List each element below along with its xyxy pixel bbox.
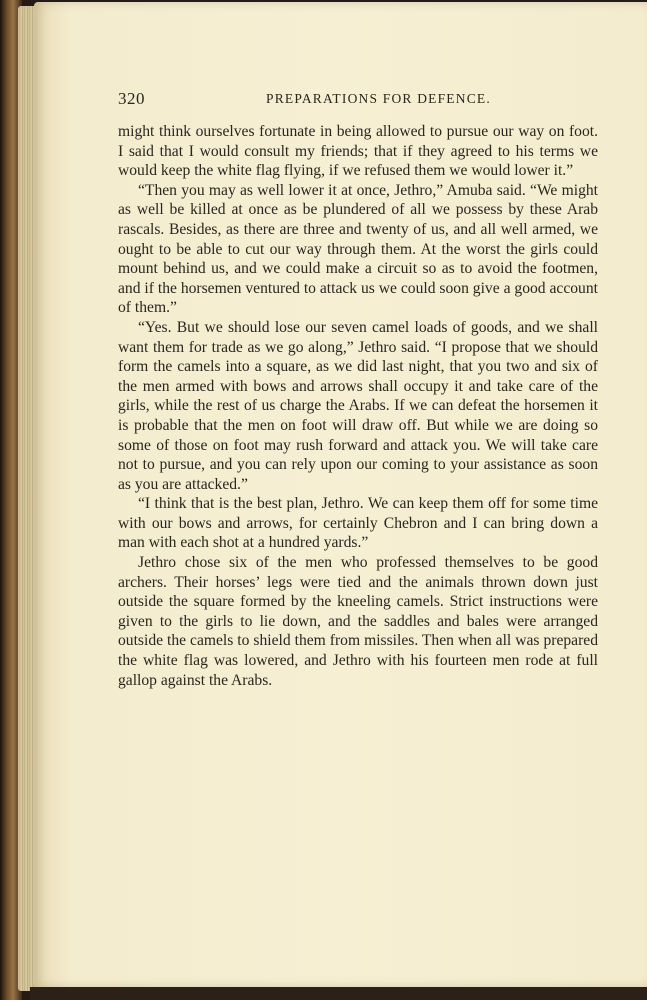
- body-text: [118, 122, 598, 690]
- page-header: [118, 89, 598, 111]
- paragraph: “I think that is the best plan, Jethro. We can keep them off for some time with our bows and arrows, for certainly Chebron and I can bring down a man with each shot at a hundred yards.”: [118, 495, 598, 552]
- page-number: 320: [118, 89, 145, 108]
- running-title: PREPARATIONS FOR DEFENCE.: [266, 91, 491, 106]
- paragraph: “Then you may as well lower it at once, Jethro,” Amuba said. “We might as well be killed at once as be plundered of all we possess by these Arab rascals. Besides, as there are three and twenty of us, and all well armed, we ought to be able to cut our way through them. At the worst the girls could mount behind us, and we could make a circuit so as to avoid the footmen, and if the horsemen ventured to attack us we could soon give a good account of them.”: [118, 181, 598, 317]
- paragraph: Jethro chose six of the men who professed themselves to be good archers. Their horses’ legs were tied and the animals thrown down just outside the square formed by the kneeling camels. Strict instructions were given to the girls to lie down, and the saddles and bales were arranged outside the camels to shield them from missiles. Then when all was prepared the white flag was lowered, and Jethro with his fourteen men rode at full gallop against the Arabs.: [118, 554, 598, 689]
- paragraph: “Yes. But we should lose our seven camel loads of goods, and we shall want them for trade as we go along,” Jethro said. “I propose that we should form the camels into a square, as we did last night, that you two and six of the men armed with bows and arrows shall occupy it and take care of the girls, while the rest of us charge the Arabs. If we can defeat the horsemen it is probable that the men on foot will draw off. But while we are doing so some of those on foot may rush forward and attack you. We will take care not to pursue, and you can rely upon our coming to your assistance as soon as you are attacked.”: [118, 318, 598, 493]
- paragraph: might think ourselves fortunate in being allowed to pursue our way on foot. I said that I would consult my friends; that if they agreed to his terms we would keep the white flag flying, if we refused them we would lower it.”: [118, 123, 598, 180]
- page-bottom-shadow: [30, 987, 647, 1000]
